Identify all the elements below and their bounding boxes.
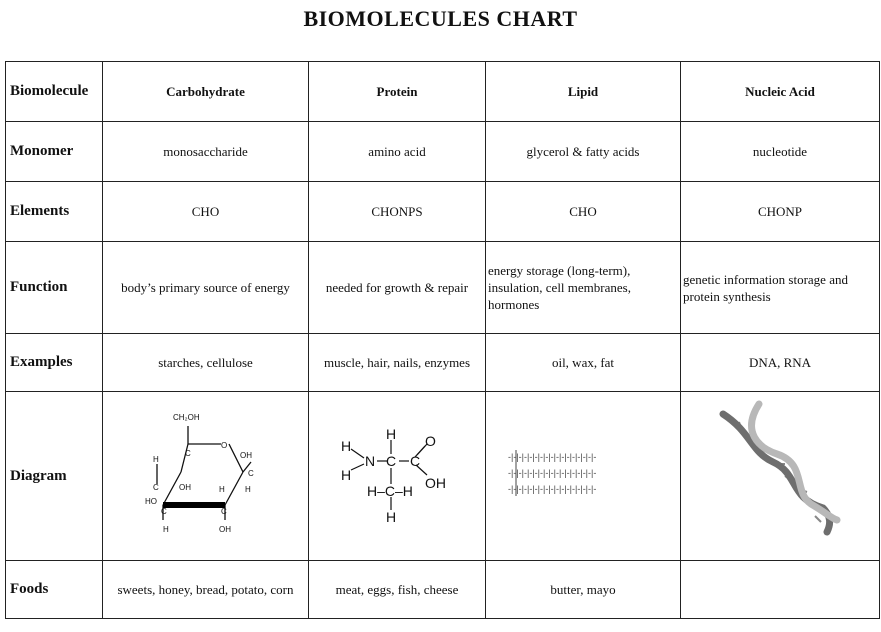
column-header-carbohydrate: Carbohydrate <box>103 62 309 122</box>
amino-acid-structure-diagram <box>309 392 485 556</box>
row-header-elements: Elements <box>6 182 103 242</box>
lipid-structure-diagram <box>486 392 680 556</box>
glucose-label-c1: C <box>248 469 254 478</box>
column-header-lipid: Lipid <box>486 62 681 122</box>
cell-monomer-lipid: glycerol & fatty acids <box>486 122 681 182</box>
cell-monomer-carbohydrate: monosaccharide <box>103 122 309 182</box>
glucose-label-oh-bottom: OH <box>219 525 231 534</box>
cell-function-nucleic-acid: genetic information storage and protein synthesis <box>681 242 880 334</box>
amino-label-o: O <box>425 433 436 449</box>
cell-elements-carbohydrate: CHO <box>103 182 309 242</box>
table-row-monomer <box>6 122 880 182</box>
amino-label-side-chain: H–C–H <box>367 483 413 499</box>
cell-foods-protein: meat, eggs, fish, cheese <box>309 561 486 619</box>
cell-elements-nucleic-acid: CHONP <box>681 182 880 242</box>
glucose-label-h-bottom: H <box>163 525 169 534</box>
glucose-structure-diagram <box>103 392 308 556</box>
page-title: BIOMOLECULES CHART <box>303 6 578 31</box>
glucose-label-oh-c4: OH <box>179 483 191 492</box>
row-header-function: Function <box>6 242 103 334</box>
row-header-examples: Examples <box>6 334 103 392</box>
amino-label-h2: H <box>341 467 352 483</box>
cell-elements-lipid: CHO <box>486 182 681 242</box>
glucose-label-h-c1: H <box>245 485 251 494</box>
lipid-fatty-acid-chain-1: -|-|-|-|-|-|-|-|-|-|-|-|-|-|-|-|- <box>508 452 597 462</box>
glucose-label-ring-oxygen: O <box>221 441 228 450</box>
glucose-label-c5: C <box>185 449 191 458</box>
row-header-monomer: Monomer <box>6 122 103 182</box>
glucose-label-ch2oh: CH₂OH <box>173 413 200 422</box>
cell-examples-carbohydrate: starches, cellulose <box>103 334 309 392</box>
table-row-examples <box>6 334 880 392</box>
amino-label-alpha-c: C <box>386 453 397 469</box>
lipid-fatty-acid-chain-3: -|-|-|-|-|-|-|-|-|-|-|-|-|-|-|-|- <box>508 484 597 494</box>
cell-monomer-nucleic-acid: nucleotide <box>681 122 880 182</box>
table-row-diagram <box>6 392 880 561</box>
cell-function-lipid: energy storage (long-term), insulation, cell membranes, hormones <box>486 242 681 334</box>
cell-diagram-protein <box>309 392 486 561</box>
amino-label-h-top: H <box>386 426 397 442</box>
cell-examples-nucleic-acid: DNA, RNA <box>681 334 880 392</box>
glucose-label-c3: C <box>161 507 167 516</box>
column-header-nucleic-acid: Nucleic Acid <box>681 62 880 122</box>
row-header-diagram: Diagram <box>6 392 103 561</box>
amino-label-h-bottom: H <box>386 509 397 525</box>
cell-function-carbohydrate: body’s primary source of energy <box>103 242 309 334</box>
amino-label-oh: OH <box>425 475 446 491</box>
table-header-row <box>6 62 880 122</box>
cell-monomer-protein: amino acid <box>309 122 486 182</box>
cell-elements-protein: CHONPS <box>309 182 486 242</box>
glucose-label-oh-right: OH <box>240 451 252 460</box>
cell-foods-lipid: butter, mayo <box>486 561 681 619</box>
column-header-protein: Protein <box>309 62 486 122</box>
cell-diagram-carbohydrate <box>103 392 309 561</box>
cell-diagram-nucleic-acid <box>681 392 880 561</box>
row-header-foods: Foods <box>6 561 103 619</box>
cell-examples-lipid: oil, wax, fat <box>486 334 681 392</box>
glucose-label-c2: C <box>221 507 227 516</box>
glucose-label-h-c2: H <box>219 485 225 494</box>
table-row-foods <box>6 561 880 619</box>
amino-label-n: N <box>365 453 376 469</box>
glucose-label-h-left: H <box>153 455 159 464</box>
lipid-fatty-acid-chain-2: -|-|-|-|-|-|-|-|-|-|-|-|-|-|-|-|- <box>508 468 597 478</box>
cell-diagram-lipid <box>486 392 681 561</box>
glucose-label-ho: HO <box>145 497 157 506</box>
amino-label-h1: H <box>341 438 352 454</box>
biomolecules-table <box>5 61 880 619</box>
amino-label-carboxyl-c: C <box>410 453 421 469</box>
dna-helix-icon <box>681 392 879 556</box>
glucose-label-c4: C <box>153 483 159 492</box>
cell-foods-carbohydrate: sweets, honey, bread, potato, corn <box>103 561 309 619</box>
corner-header: Biomolecule <box>6 62 103 122</box>
cell-foods-nucleic-acid <box>681 561 880 619</box>
cell-examples-protein: muscle, hair, nails, enzymes <box>309 334 486 392</box>
table-row-elements <box>6 182 880 242</box>
cell-function-protein: needed for growth & repair <box>309 242 486 334</box>
table-row-function <box>6 242 880 334</box>
